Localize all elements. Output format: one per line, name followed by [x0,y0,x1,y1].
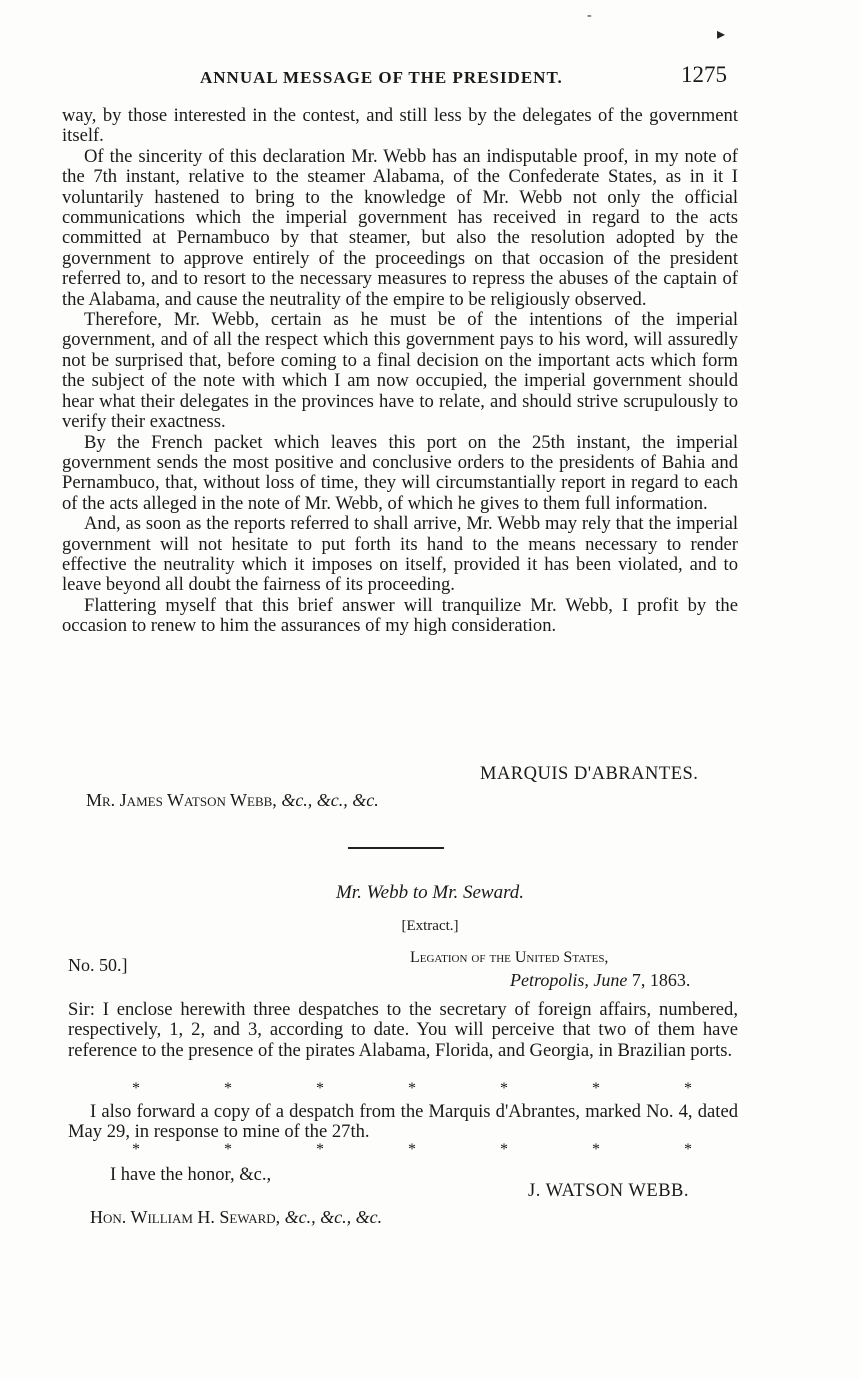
letter-body-3 [68,1102,738,1143]
ellipsis-row [132,1080,692,1098]
page-number: 1275 [681,62,727,87]
paragraph: Of the sincerity of this declaration Mr. Webb has an indisputable proof, in my note of the 7th instant, relative to the steamer Alabama, of the Confederate States, as in it I voluntarily hastened to bring to the knowledge of Mr. Webb not only the official communications which the imperial government has received in regard to the acts committed at Pernambuco by that steamer, but also the resolution adopted by the government to approve entirely of the proceedings on that occasion of the president referred to, and to resort to the necessary measures to repress the abuses of the captain of the Alabama, and cause the neutrality of the empire to be religiously observed. [62,145,738,310]
addressee [86,790,379,811]
paragraph: way, by those interested in the contest, and still less by the delegates of the government itself. [62,105,738,147]
letter-body-2 [68,1000,738,1061]
ellipsis-row [132,1141,692,1159]
paragraph: And, as soon as the reports referred to shall arrive, Mr. Webb may rely that the imperial government will not hesitate to put forth its hand to the means necessary to render effective the neutrality which it imposes on itself, provided it has been violated, and to leave beyond all doubt the fairness of its proceeding. [62,513,738,596]
running-head: ANNUAL MESSAGE OF THE PRESIDENT. [200,68,563,87]
ellipsis-star: * [316,1141,324,1158]
arrow-mark: ▸ [717,26,726,43]
ellipsis-star: * [224,1141,232,1158]
letter-body [62,106,738,637]
addressee-suffix: &c., &c., &c. [284,1207,383,1227]
letter-number: No. 50.] [68,955,128,975]
paragraph: Sir: I enclose herewith three despatches to the secretary of foreign affairs, numbered, respectively, 1, 2, and 3, according to date. You will perceive that two of them have reference to the presence of the pirates Alabama, Florida, and Georgia, in Brazilian ports. [68,999,738,1061]
date: 7, 1863. [631,970,691,990]
ellipsis-star: * [684,1080,692,1097]
legation-line: Legation of the United States, [410,949,609,966]
ellipsis-star: * [316,1080,324,1097]
addressee-name: Hon. William H. Seward, [90,1207,281,1227]
ellipsis-star: * [132,1141,140,1158]
letter-heading: Mr. Webb to Mr. Seward. [335,882,525,903]
extract-note: [Extract.] [401,918,459,934]
paragraph: I also forward a copy of a despatch from the Marquis d'Abrantes, marked No. 4, dated May 29, in response to mine of the 27th. [68,1101,738,1143]
paragraph: Therefore, Mr. Webb, certain as he must be of the intentions of the imperial government, and of all the respect which this government pays to his word, will assuredly not be surprised that, before coming to a final decision on the important acts which form the subject of the note with which I am now occupied, the imperial government should hear what their delegates in the provinces have to relate, and should strive scrupulously to verify their exactness. [62,309,738,433]
signature: J. WATSON WEBB. [528,1181,690,1201]
addressee [90,1207,382,1228]
ellipsis-star: * [132,1080,140,1097]
paragraph: By the French packet which leaves this port on the 25th instant, the imperial government sends the most positive and conclusive orders to the presidents of Bahia and Pernambuco, that, without loss of time, they will circumstantially report in regard to each of the acts alleged in the note of Mr. Webb, of which he gives to them full information. [62,431,738,514]
section-divider [348,847,444,849]
closing-line: I have the honor, &c., [110,1165,272,1185]
place-date [510,970,690,991]
ellipsis-star: * [408,1141,416,1158]
place: Petropolis, June [510,970,628,990]
paragraph: Flattering myself that this brief answer will tranquilize Mr. Webb, I profit by the occasion to renew to him the assurances of my high consideration. [62,594,738,637]
ellipsis-star: * [224,1080,232,1097]
ellipsis-star: * [684,1141,692,1158]
ellipsis-star: * [500,1080,508,1097]
signature: MARQUIS D'ABRANTES. [480,764,699,784]
addressee-name: Mr. James Watson Webb, [86,790,277,810]
ellipsis-star: * [592,1080,600,1097]
ellipsis-star: * [500,1141,508,1158]
ellipsis-star: * [592,1141,600,1158]
addressee-suffix: &c., &c., &c. [281,790,379,810]
ellipsis-star: * [408,1080,416,1097]
corner-mark: - [587,8,592,23]
page-header [0,62,860,98]
